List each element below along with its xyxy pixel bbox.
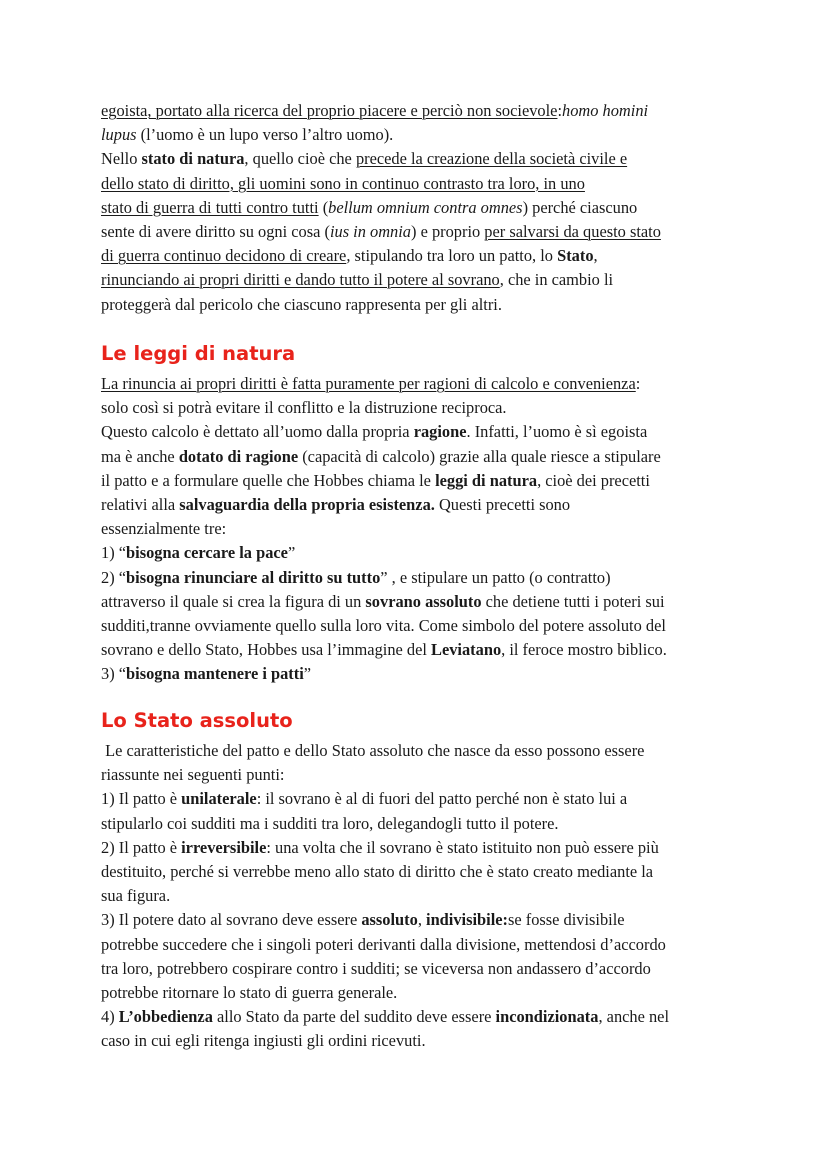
- bold-term: L’obbedienza: [118, 1007, 213, 1027]
- text-line: [101, 614, 741, 638]
- bold-term: Stato: [557, 246, 594, 266]
- text-line: [101, 172, 741, 196]
- text-span: riassunte nei seguenti punti:: [101, 765, 285, 785]
- underlined-text: per salvarsi da questo stato: [484, 222, 661, 242]
- text-line: [101, 957, 741, 981]
- bold-term: bisogna mantenere i patti: [126, 664, 304, 684]
- underlined-text: rinunciando ai propri diritti e dando tutto il potere al sovrano: [101, 270, 500, 290]
- text-span: 3) Il potere dato al sovrano deve essere: [101, 910, 362, 930]
- text-span: ” , e stipulare un patto (o contratto): [380, 567, 611, 587]
- list-item: [101, 836, 741, 860]
- text-span: (: [318, 197, 329, 217]
- stato-assoluto-paragraph: [101, 739, 741, 1054]
- text-span: ,: [593, 246, 598, 266]
- text-line: [101, 396, 741, 420]
- text-line: [101, 372, 741, 396]
- text-span: Le caratteristiche del patto e dello Stato assoluto che nasce da esso possono essere: [101, 741, 645, 760]
- text-span: stipularlo coi sudditi ma i sudditi tra loro, delegandogli tutto il potere.: [101, 813, 559, 833]
- text-span: tra loro, potrebbero cospirare contro i sudditi; se viceversa non andassero d’accordo: [101, 958, 651, 978]
- text-span: sua figura.: [101, 886, 171, 906]
- text-span: sente di avere diritto su ogni cosa (: [101, 222, 330, 242]
- list-item: [101, 541, 741, 565]
- text-span: potrebbe succedere che i singoli poteri derivanti dalla divisione, mettendosi d’accordo: [101, 934, 666, 954]
- bold-term: stato di natura: [141, 149, 245, 169]
- text-span: , stipulando tra loro un patto, lo: [346, 246, 558, 266]
- list-item: [101, 566, 741, 590]
- latin-quote: bellum omnium contra omnes: [328, 197, 523, 217]
- text-span: sovrano e dello Stato, Hobbes usa l’immagine del: [101, 640, 432, 660]
- text-span: se fosse divisibile: [508, 910, 625, 930]
- text-span: 2) Il patto è: [101, 837, 182, 857]
- text-span: sudditi,tranne ovviamente quello sulla loro vita. Come simbolo del potere assoluto del: [101, 616, 666, 636]
- text-span: attraverso il quale si crea la figura di un: [101, 591, 366, 611]
- text-line: [101, 590, 741, 614]
- text-span: il patto e a formulare quelle che Hobbes chiama le: [101, 470, 436, 490]
- text-span: Questo calcolo è dettato all’uomo dalla propria: [101, 422, 414, 442]
- underlined-text: di guerra continuo decidono di creare: [101, 246, 347, 266]
- text-line: [101, 268, 741, 292]
- text-span: potrebbe ritornare lo stato di guerra generale.: [101, 983, 398, 1003]
- text-line: [101, 244, 741, 268]
- latin-quote: lupus: [101, 125, 137, 145]
- text-line: [101, 517, 741, 541]
- bold-term: sovrano assoluto: [365, 591, 482, 611]
- text-line: [101, 812, 741, 836]
- text-span: proteggerà dal pericolo che ciascuno rappresenta per gli altri.: [101, 294, 502, 314]
- text-span: 3) “: [101, 664, 127, 684]
- text-span: ,: [417, 910, 427, 930]
- text-line: [101, 99, 741, 123]
- text-span: Questi precetti sono: [434, 495, 571, 515]
- text-span: che detiene tutti i poteri sui: [481, 591, 665, 611]
- text-span: destituito, perché si verrebbe meno allo stato di diritto che è stato creato mediante la: [101, 862, 654, 882]
- text-span: 4): [101, 1007, 119, 1027]
- bold-term: unilaterale: [181, 789, 257, 809]
- text-line: [101, 1029, 741, 1053]
- intro-paragraph: [101, 99, 741, 317]
- underlined-text: precede la creazione della società civile e: [355, 149, 628, 169]
- text-span: ”: [287, 543, 296, 563]
- text-line: [101, 445, 741, 469]
- text-span: , il feroce mostro biblico.: [501, 640, 667, 660]
- text-span: ma è anche: [101, 446, 179, 466]
- text-span: , anche nel: [598, 1007, 670, 1027]
- text-span: allo Stato da parte del suddito deve essere: [212, 1007, 496, 1027]
- text-span: essenzialmente tre:: [101, 519, 227, 539]
- text-line: [101, 638, 741, 662]
- text-span: solo così si potrà evitare il conflitto e la distruzione reciproca.: [101, 398, 507, 418]
- bold-term: salvaguardia della propria esistenza.: [179, 495, 435, 515]
- text-span: , cioè dei precetti: [537, 470, 650, 490]
- text-span: , che in cambio li: [499, 270, 614, 290]
- text-span: caso in cui egli ritenga ingiusti gli ordini ricevuti.: [101, 1031, 426, 1051]
- underlined-text: La rinuncia ai propri diritti è fatta puramente per ragioni di calcolo e convenienza: [101, 374, 636, 393]
- text-span: :: [557, 101, 563, 120]
- text-line: [101, 469, 741, 493]
- text-line: [101, 981, 741, 1005]
- text-line: [101, 933, 741, 957]
- latin-quote: ius in omnia: [329, 222, 412, 242]
- bold-term: leggi di natura: [435, 470, 538, 490]
- list-item: [101, 1005, 741, 1029]
- underlined-text: egoista, portato alla ricerca del proprio piacere e perciò non socievole: [101, 101, 558, 120]
- underlined-text: stato di guerra di tutti contro tutti: [101, 197, 319, 217]
- leggi-di-natura-paragraph: [101, 372, 741, 687]
- text-span: (l’uomo è un lupo verso l’altro uomo).: [136, 125, 394, 145]
- bold-term: bisogna rinunciare al diritto su tutto: [126, 567, 381, 587]
- text-line: [101, 123, 741, 147]
- list-item: [101, 787, 741, 811]
- text-line: [101, 220, 741, 244]
- text-span: : una volta che il sovrano è stato istituito non può essere più: [266, 837, 659, 857]
- text-span: : il sovrano è al di fuori del patto perché non è stato lui a: [256, 789, 628, 809]
- text-span: relativi alla: [101, 495, 180, 515]
- bold-term: assoluto: [361, 910, 418, 930]
- section-heading-leggi-di-natura: Le leggi di natura: [101, 342, 296, 365]
- text-line: [101, 293, 741, 317]
- text-span: 1) Il patto è: [101, 789, 182, 809]
- bold-term: bisogna cercare la pace: [126, 543, 288, 563]
- list-item: [101, 662, 741, 686]
- text-line: [101, 420, 741, 444]
- section-heading-stato-assoluto: Lo Stato assoluto: [101, 709, 293, 732]
- text-span: , quello cioè che: [244, 149, 356, 169]
- text-span: 2) “: [101, 567, 127, 587]
- bold-term: irreversibile: [181, 837, 267, 857]
- bold-term: indivisibile:: [426, 910, 508, 930]
- text-line: [101, 147, 741, 171]
- bold-term: ragione: [413, 422, 467, 442]
- text-span: . Infatti, l’uomo è sì egoista: [466, 422, 648, 442]
- text-line: [101, 196, 741, 220]
- text-span: :: [635, 374, 641, 393]
- text-span: ”: [303, 664, 312, 684]
- text-span: ) perché ciascuno: [522, 197, 638, 217]
- latin-quote: homo homini: [562, 101, 649, 120]
- text-line: [101, 884, 741, 908]
- bold-term: dotato di ragione: [178, 446, 299, 466]
- bold-term: incondizionata: [495, 1007, 599, 1027]
- underlined-text: dello stato di diritto, gli uomini sono in continuo contrasto tra loro, in uno: [101, 173, 585, 193]
- text-line: [101, 739, 741, 763]
- text-line: [101, 860, 741, 884]
- bold-term: Leviatano: [431, 640, 502, 660]
- list-item: [101, 908, 741, 932]
- text-span: (capacità di calcolo) grazie alla quale riesce a stipulare: [298, 446, 661, 466]
- text-span: 1) “: [101, 543, 127, 563]
- text-line: [101, 493, 741, 517]
- text-line: [101, 763, 741, 787]
- text-span: ) e proprio: [411, 222, 485, 242]
- text-span: Nello: [101, 149, 142, 169]
